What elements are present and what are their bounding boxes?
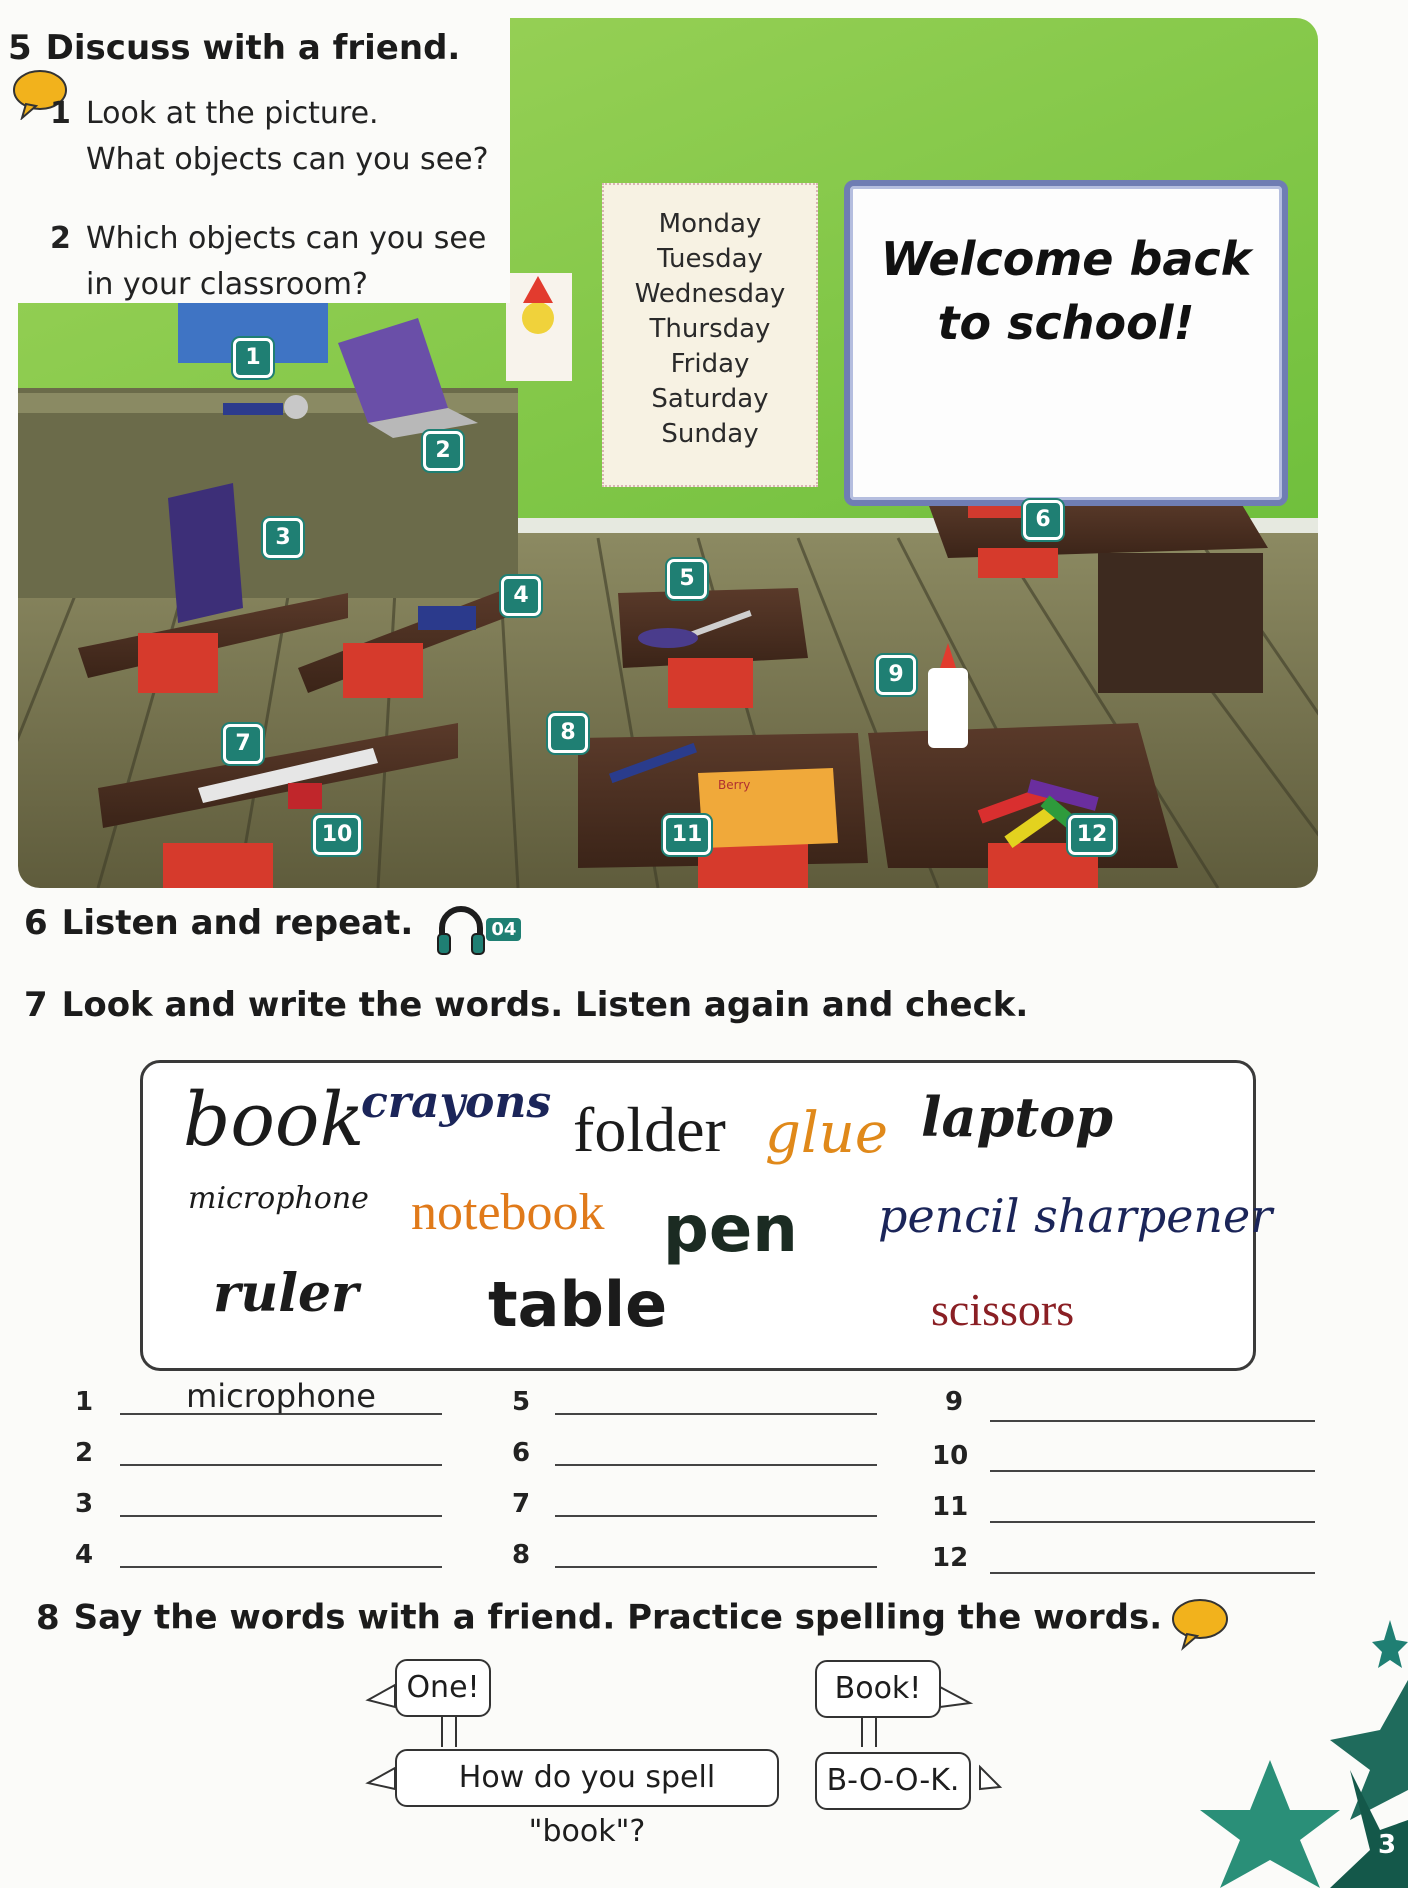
word-folder: folder — [573, 1094, 726, 1165]
notebook-label: Berry — [718, 778, 751, 792]
day-label: Friday — [670, 349, 750, 379]
board-text-line2: to school! — [937, 296, 1195, 350]
blank-number: 4 — [75, 1540, 94, 1570]
decorative-stars — [1180, 1620, 1408, 1888]
question-number: 2 — [50, 221, 71, 256]
section5-panel — [0, 18, 510, 303]
section7-heading — [24, 985, 1028, 1025]
object-tag-5: 5 — [667, 559, 707, 599]
blank-line[interactable] — [990, 1470, 1315, 1472]
days-of-week-poster — [602, 183, 818, 487]
question-text: in your classroom? — [86, 267, 368, 302]
word-laptop: laptop — [921, 1085, 1113, 1149]
speech-bubble-how-spell: How do you spell "book"? — [395, 1749, 779, 1807]
question-1 — [50, 91, 489, 183]
object-tag-10: 10 — [313, 815, 361, 855]
word-bank — [140, 1060, 1273, 1371]
question-text: Which objects can you see — [86, 221, 487, 256]
section6-number: 6 — [24, 903, 48, 943]
word-ruler: ruler — [213, 1263, 359, 1324]
object-tag-1: 1 — [233, 338, 273, 378]
headphones-icon — [436, 904, 486, 956]
audio-track-button[interactable] — [436, 904, 521, 956]
question-number: 1 — [50, 96, 71, 131]
blank-number: 11 — [932, 1492, 969, 1522]
word-glue: glue — [765, 1101, 888, 1166]
day-label: Monday — [658, 209, 762, 239]
blank-line[interactable] — [120, 1566, 442, 1568]
page-number: 3 — [1378, 1830, 1397, 1860]
word-table: table — [488, 1268, 668, 1341]
blank-number: 7 — [512, 1489, 531, 1519]
blank-line[interactable] — [555, 1566, 877, 1568]
blank-number: 9 — [945, 1387, 964, 1417]
blank-number: 3 — [75, 1489, 94, 1519]
blank-number: 2 — [75, 1438, 94, 1468]
blank-number: 10 — [932, 1441, 969, 1471]
blank-number: 12 — [932, 1543, 969, 1573]
blank-number: 8 — [512, 1540, 531, 1570]
word-crayons: crayons — [361, 1077, 552, 1128]
blank-line[interactable] — [555, 1413, 877, 1415]
day-label: Saturday — [651, 384, 769, 414]
day-label: Tuesday — [657, 244, 763, 274]
object-tag-11: 11 — [663, 815, 711, 855]
object-tag-7: 7 — [223, 724, 263, 764]
day-label: Wednesday — [634, 279, 786, 309]
object-tag-6: 6 — [1023, 500, 1063, 540]
blank-line[interactable] — [990, 1572, 1315, 1574]
track-number: 04 — [486, 918, 521, 941]
section8-number: 8 — [36, 1597, 60, 1638]
object-tag-2: 2 — [423, 431, 463, 471]
object-tag-4: 4 — [501, 576, 541, 616]
object-tag-9: 9 — [876, 655, 916, 695]
word-book: book — [183, 1077, 365, 1163]
section8-heading — [36, 1597, 1229, 1651]
word-microphone: microphone — [188, 1181, 369, 1216]
word-pen: pen — [663, 1193, 798, 1267]
section6-heading — [24, 903, 521, 956]
blank-line[interactable] — [555, 1515, 877, 1517]
question-text: What objects can you see? — [86, 142, 489, 177]
blank-line[interactable] — [990, 1521, 1315, 1523]
word-pencil-sharpener: pencil sharpener — [878, 1189, 1273, 1243]
board-text-line1: Welcome back — [880, 232, 1252, 286]
section6-title: Listen and repeat. — [61, 903, 414, 943]
object-tag-12: 12 — [1068, 815, 1116, 855]
section7-title: Look and write the words. Listen again and check. — [61, 985, 1029, 1025]
speech-bubble-one: One! — [395, 1659, 491, 1717]
question-2 — [50, 216, 486, 308]
word-scissors: scissors — [931, 1284, 1075, 1335]
question-text: Look at the picture. — [86, 96, 379, 131]
day-label: Thursday — [649, 314, 771, 344]
section5-title: Discuss with a friend. — [45, 28, 461, 68]
object-tag-8: 8 — [548, 713, 588, 753]
speech-bubble-spelling: B-O-O-K. — [815, 1752, 971, 1810]
whiteboard — [844, 180, 1288, 506]
blank-line[interactable] — [120, 1464, 442, 1466]
blank-line[interactable] — [555, 1464, 877, 1466]
section5-number: 5 — [8, 28, 32, 68]
blank-number: 1 — [75, 1387, 94, 1417]
section7-number: 7 — [24, 985, 48, 1025]
word-notebook: notebook — [411, 1184, 605, 1241]
blank-number: 6 — [512, 1438, 531, 1468]
blank-line[interactable] — [990, 1420, 1315, 1422]
object-tag-3: 3 — [263, 518, 303, 558]
answer-text: microphone — [186, 1377, 376, 1415]
day-label: Sunday — [661, 419, 759, 449]
blank-number: 5 — [512, 1387, 531, 1417]
section8-title: Say the words with a friend. Practice spelling the words. — [73, 1597, 1163, 1638]
blank-line[interactable] — [120, 1515, 442, 1517]
speech-bubble-book: Book! — [815, 1660, 941, 1718]
